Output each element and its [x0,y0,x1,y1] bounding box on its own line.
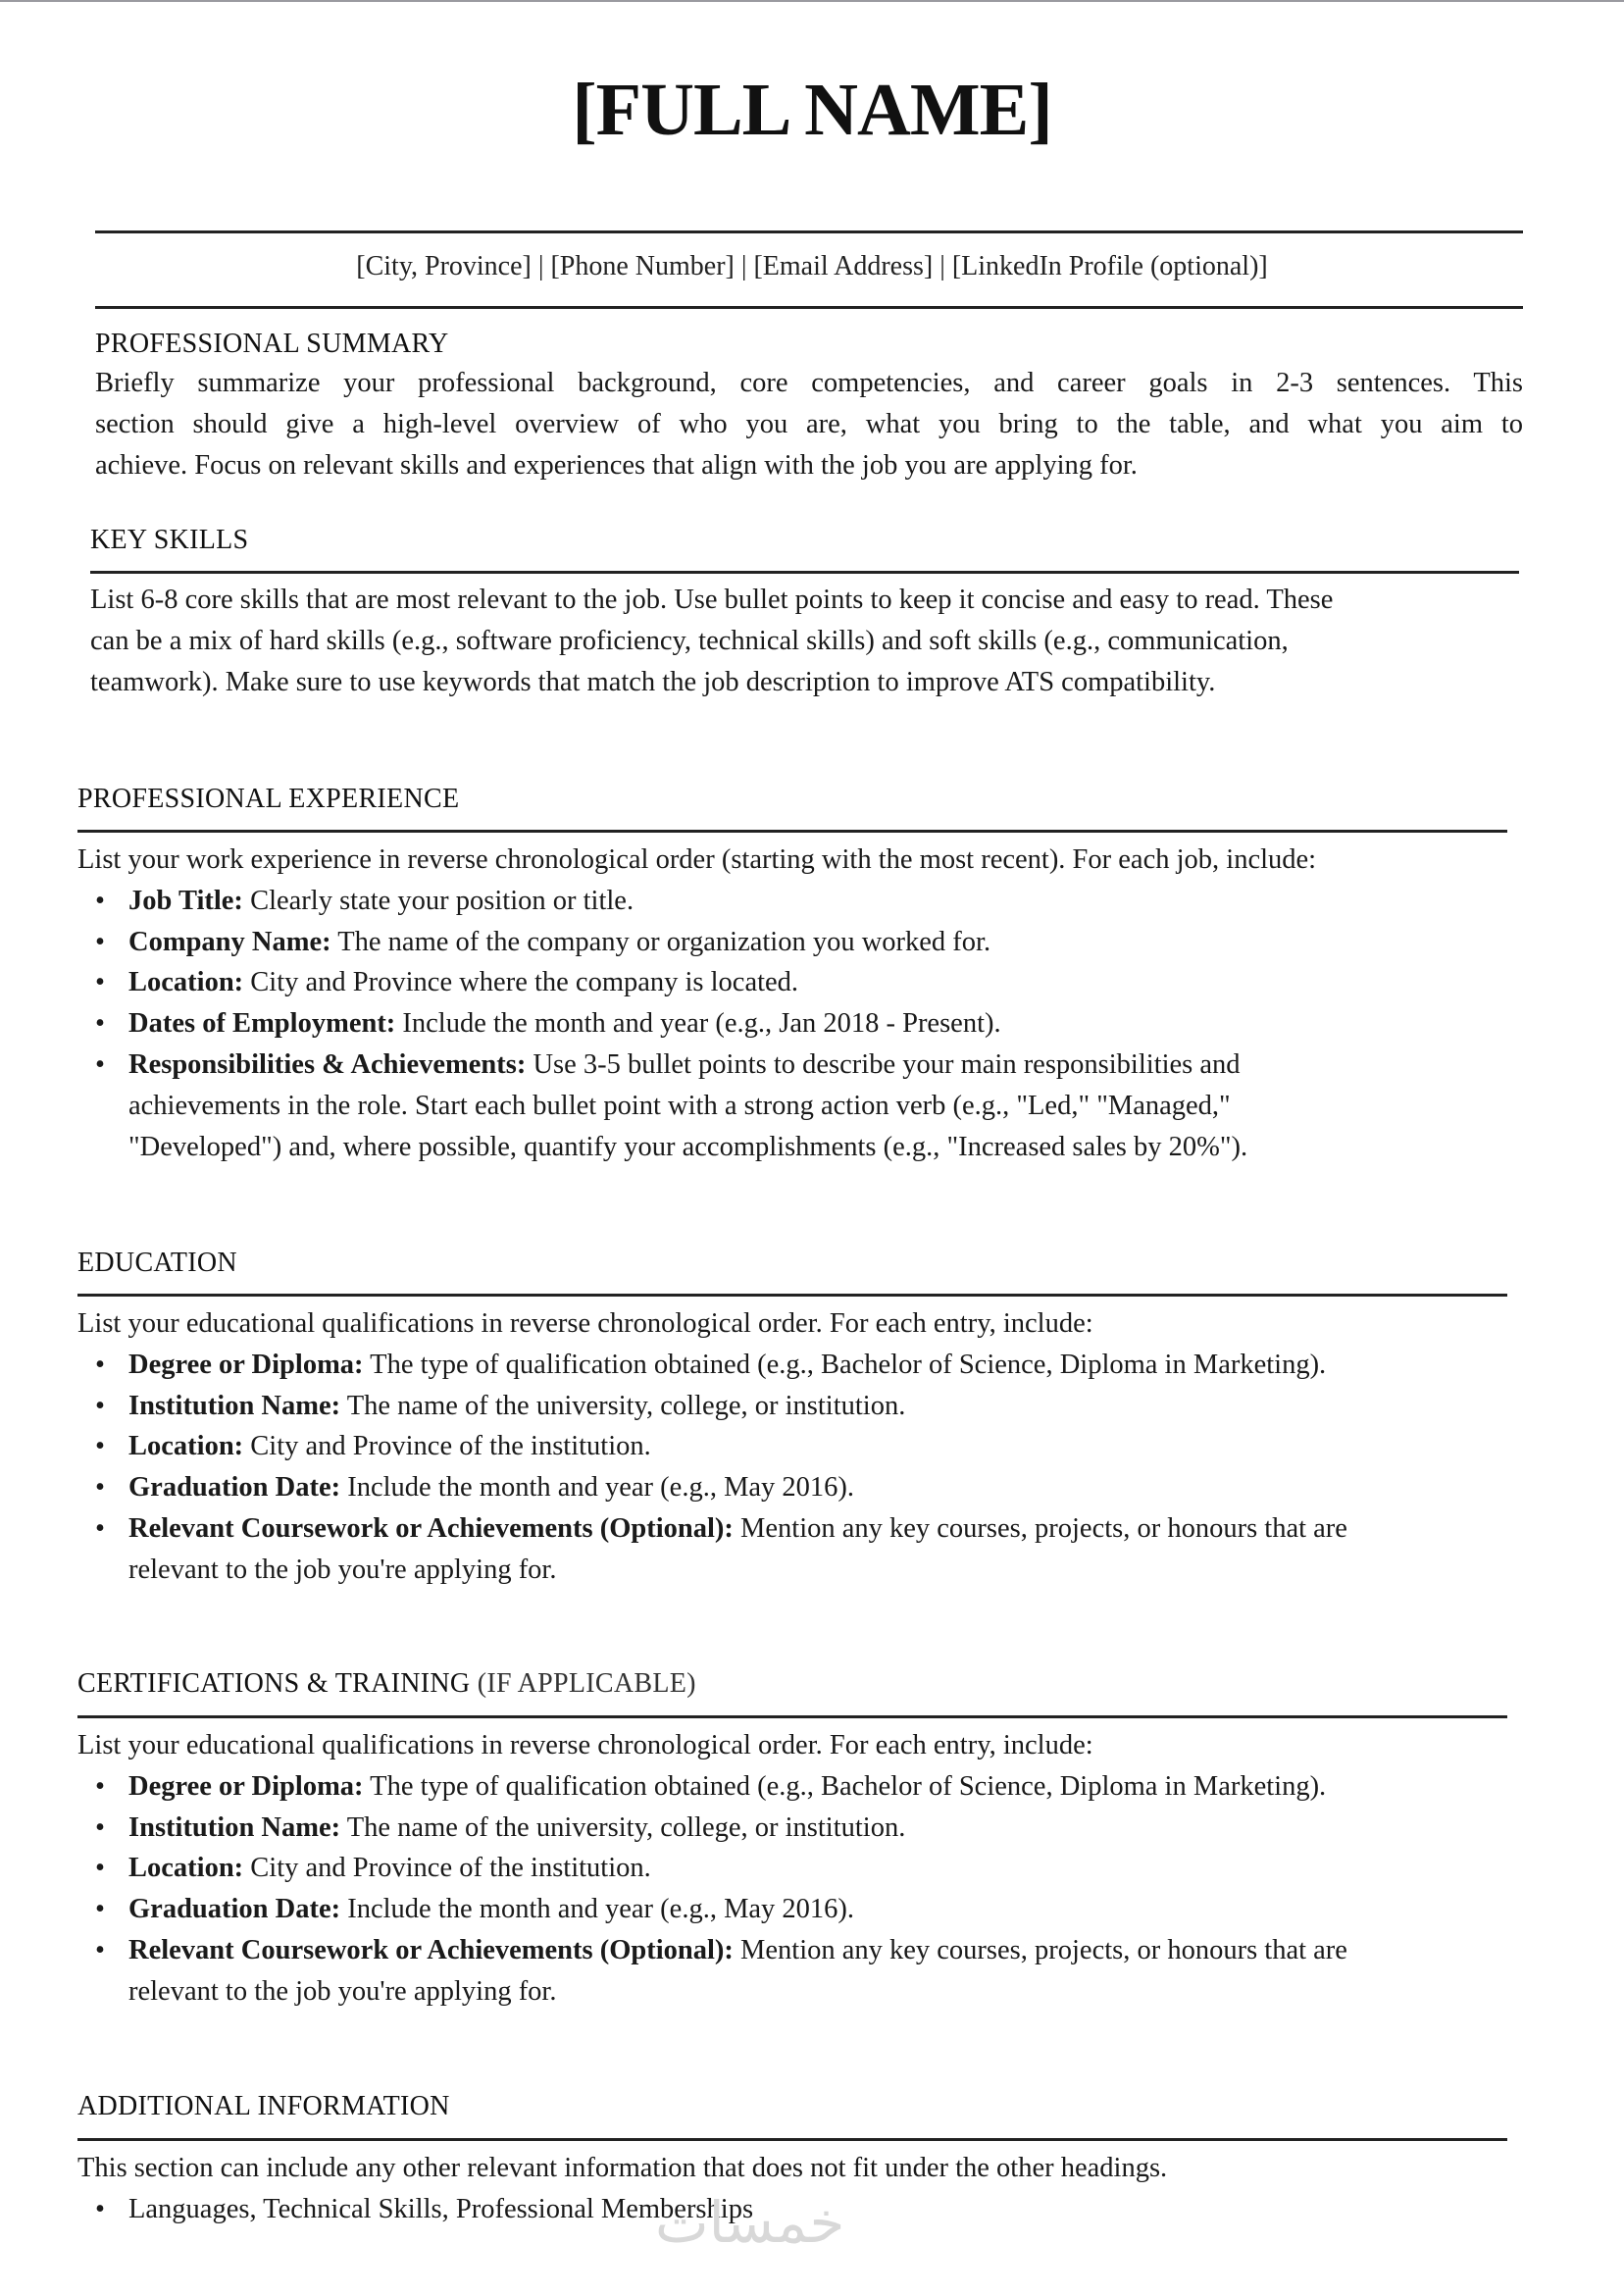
bullet-icon: • [95,1853,105,1884]
bullet-icon: • [95,1811,105,1843]
bullet-icon: • [95,1894,105,1925]
summary-body [95,363,1523,485]
bullet-icon: • [95,1934,105,1965]
bullet-icon: • [95,967,105,998]
item-continuation: relevant to the job you're applying for. [128,1975,557,2007]
section-heading-additional: ADDITIONAL INFORMATION [77,2091,450,2121]
item-continuation: "Developed") and, where possible, quantify your accomplishments (e.g., "Increased sales by 20%"). [128,1131,1248,1162]
section-heading-skills: KEY SKILLS [90,525,249,555]
section-heading-summary: PROFESSIONAL SUMMARY [95,329,449,359]
bullet-icon: • [95,1512,105,1544]
bullet-icon: • [95,1048,105,1080]
certifications-heading-suffix: (IF APPLICABLE) [470,1668,696,1699]
item-label: Dates of Employment: [128,1008,396,1040]
list-item [77,1045,1507,1086]
item-label: Institution Name: [128,1390,341,1421]
item-text: Include the month and year (e.g., May 2016). [340,1472,855,1504]
contact-line: [City, Province] | [Phone Number] | [Email Address] | [LinkedIn Profile (optional)] [356,251,1268,281]
education-body [77,1303,1507,1591]
divider [77,1715,1507,1718]
list-item [77,1889,1507,1930]
list-item [77,1467,1507,1508]
item-label: Degree or Diploma: [128,1770,364,1802]
item-text: City and Province where the company is located. [243,967,799,998]
bullet-icon: • [95,2193,105,2224]
item-label: Company Name: [128,926,331,957]
paragraph-line: teamwork). Make sure to use keywords that match the job description to improve ATS compatibility. [90,666,1216,697]
paragraph-line: section should give a high-level overview of who you are, what you bring to the table, and what you aim to [95,408,1523,439]
list-item [77,962,1507,1003]
certifications-body [77,1725,1507,2013]
section-heading-certifications [77,1664,696,1704]
divider [95,230,1523,233]
item-label: Location: [128,1853,244,1884]
divider [77,830,1507,833]
item-text: Mention any key courses, projects, or honours that are [733,1512,1347,1544]
item-continuation: achievements in the role. Start each bullet point with a strong action verb (e.g., "Led," "Managed," [128,1090,1231,1121]
list-item [77,922,1507,963]
item-label: Job Title: [128,885,243,916]
paragraph-line: can be a mix of hard skills (e.g., software proficiency, technical skills) and soft skills (e.g., communication, [90,625,1289,656]
divider [77,2138,1507,2141]
list-item [77,1848,1507,1889]
item-text: Include the month and year (e.g., Jan 2018 - Present). [395,1008,1001,1040]
list-item [77,881,1507,922]
item-text: The type of qualification obtained (e.g., Bachelor of Science, Diploma in Marketing). [363,1349,1327,1380]
divider [95,306,1523,309]
item-label: Graduation Date: [128,1894,341,1925]
list-item [77,1766,1507,1808]
item-label: Graduation Date: [128,1472,341,1504]
paragraph-line: List 6-8 core skills that are most relevant to the job. Use bullet points to keep it concise and easy to read. These [90,585,1334,615]
item-label: Degree or Diploma: [128,1349,364,1380]
top-border [0,0,1624,2]
list-item [77,1003,1507,1045]
certifications-heading-text: CERTIFICATIONS & TRAINING [77,1668,471,1699]
item-text: Mention any key courses, projects, or honours that are [733,1934,1347,1965]
item-text: Include the month and year (e.g., May 2016). [340,1894,855,1925]
item-label: Location: [128,967,244,998]
section-intro: This section can include any other relevant information that does not fit under the other headings. [77,2153,1168,2183]
full-name-title: [FULL NAME] [572,69,1052,151]
bullet-icon: • [95,1349,105,1380]
item-label: Responsibilities & Achievements: [128,1048,527,1080]
bullet-icon: • [95,1008,105,1040]
item-continuation: relevant to the job you're applying for. [128,1554,557,1585]
item-text: Use 3-5 bullet points to describe your main responsibilities and [526,1048,1241,1080]
item-label: Relevant Coursework or Achievements (Optional): [128,1512,734,1544]
bullet-icon: • [95,1431,105,1462]
list-item [77,1930,1507,1971]
paragraph-line: Briefly summarize your professional background, core competencies, and career goals in 2-3 sentences. This [95,368,1523,398]
item-text: City and Province of the institution. [243,1431,651,1462]
experience-body [77,840,1507,1167]
item-label: Location: [128,1431,244,1462]
bullet-icon: • [95,885,105,916]
watermark-logo: خمسات [655,2189,845,2256]
item-text: The name of the company or organization you worked for. [330,926,991,957]
list-item [77,1345,1507,1386]
bullet-icon: • [95,1390,105,1421]
section-heading-education: EDUCATION [77,1248,237,1278]
list-item [77,1426,1507,1467]
item-text: Clearly state your position or title. [242,885,634,916]
item-text: The name of the university, college, or institution. [340,1390,906,1421]
skills-body [90,580,1519,702]
bullet-icon: • [95,1472,105,1504]
item-label: Relevant Coursework or Achievements (Optional): [128,1934,734,1965]
divider [77,1294,1507,1297]
list-item [77,1386,1507,1427]
item-text: Languages, Technical Skills, Professional Memberships [128,2193,754,2224]
item-text: City and Province of the institution. [243,1853,651,1884]
item-text: The type of qualification obtained (e.g., Bachelor of Science, Diploma in Marketing). [363,1770,1327,1802]
section-intro: List your work experience in reverse chronological order (starting with the most recent). For each job, include: [77,844,1317,875]
section-intro: List your educational qualifications in reverse chronological order. For each entry, include: [77,1308,1093,1339]
bullet-icon: • [95,926,105,957]
item-text: The name of the university, college, or institution. [340,1811,906,1843]
section-heading-experience: PROFESSIONAL EXPERIENCE [77,784,460,814]
list-item [77,1508,1507,1550]
list-item [77,1808,1507,1849]
paragraph-line: achieve. Focus on relevant skills and experiences that align with the job you are applying for. [95,449,1138,481]
section-intro: List your educational qualifications in reverse chronological order. For each entry, include: [77,1730,1093,1760]
divider [90,571,1519,574]
bullet-icon: • [95,1770,105,1802]
item-label: Institution Name: [128,1811,341,1843]
